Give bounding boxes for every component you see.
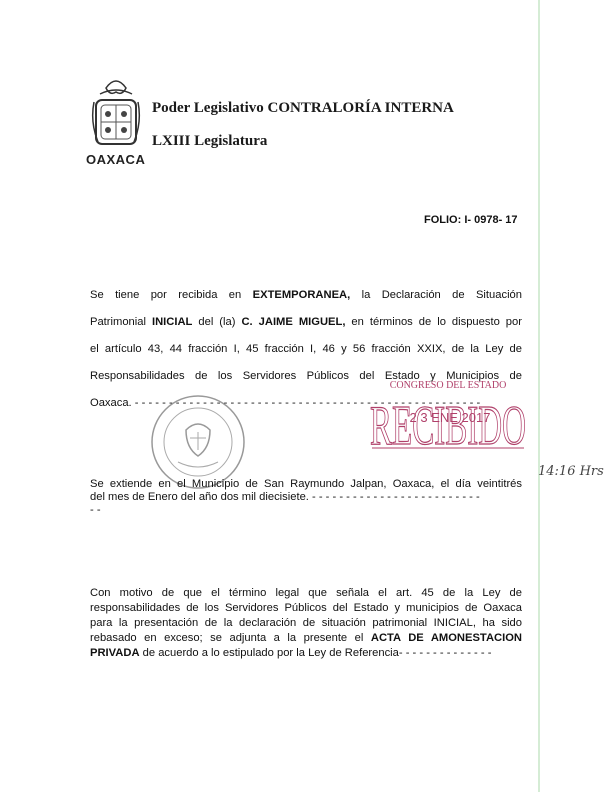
round-seal-stamp: [148, 392, 248, 492]
text: Patrimonial: [90, 316, 152, 328]
paragraph-place-date: [90, 478, 522, 517]
paragraph-line: [90, 282, 522, 309]
paragraph-line: del mes de Enero del año dos mil diecisiete. - - - - - - - - - - - - - - - - - - - - - - - - -: [90, 491, 480, 503]
paragraph-line: [90, 631, 522, 646]
paragraph-line: para la presentación de la declaración de situación patrimonial INICIAL, ha sido: [90, 617, 522, 629]
text: de acuerdo a lo estipulado por la Ley de Referencia- - - - - - - - - - - - - -: [139, 647, 492, 659]
paragraph-line: - -: [90, 504, 101, 516]
bold-text: ACTA DE AMONESTACION: [370, 632, 522, 644]
person-name: C. JAIME MIGUEL,: [241, 316, 346, 328]
header-title: Poder Legislativo CONTRALORÍA INTERNA: [152, 100, 454, 116]
text: Se tiene por recibida en: [90, 289, 253, 301]
paragraph-line: el artículo 43, 44 fracción I, 45 fracción I, 46 y 56 fracción XXIX, de la Ley de: [90, 343, 522, 355]
paragraph-line: [90, 309, 522, 336]
bold-text: INICIAL: [151, 316, 193, 328]
bold-text: EXTEMPORANEA,: [252, 289, 351, 301]
oaxaca-seal-logo: [88, 74, 144, 152]
state-name: OAXACA: [86, 152, 146, 167]
handwritten-time: 14:16 Hrs: [538, 464, 604, 479]
stamp-word: RECIBIDO: [370, 395, 526, 457]
paragraph-line: Se extiende en el Municipio de San Raymundo Jalpan, Oaxaca, el día veintitrés: [90, 478, 522, 490]
paragraph-admonition: [90, 586, 522, 661]
text: la Declaración de Situación: [350, 289, 522, 301]
paragraph-line: Con motivo de que el término legal que señala el art. 45 de la Ley de: [90, 587, 522, 599]
paragraph-line: Oaxaca. - - - - - - - - - - - - - - - - - - - - - - - - - - - - - - - - - - - - - - - - - - - - - - - - - - -: [90, 397, 481, 409]
header-legislature: LXIII Legislatura: [152, 133, 268, 149]
text: rebasado en exceso; se adjunta a la presente el: [90, 632, 371, 644]
stamp-org: CONGRESO DEL ESTADO: [389, 380, 507, 391]
folio-number: FOLIO: I- 0978- 17: [424, 214, 518, 226]
stamp-date: 2 3 ENE 2017: [409, 410, 491, 425]
received-stamp: [368, 376, 528, 458]
paragraph-line: Responsabilidades de los Servidores Públicos del Estado y Municipios de: [90, 370, 522, 382]
text: en términos de lo dispuesto por: [345, 316, 522, 328]
paragraph-line: responsabilidades de los Servidores Públicos del Estado y municipios de Oaxaca: [90, 602, 522, 614]
paragraph-line: [90, 646, 522, 661]
text: del (la): [192, 316, 242, 328]
page-edge-line: [538, 0, 540, 792]
bold-text: PRIVADA: [90, 647, 140, 659]
